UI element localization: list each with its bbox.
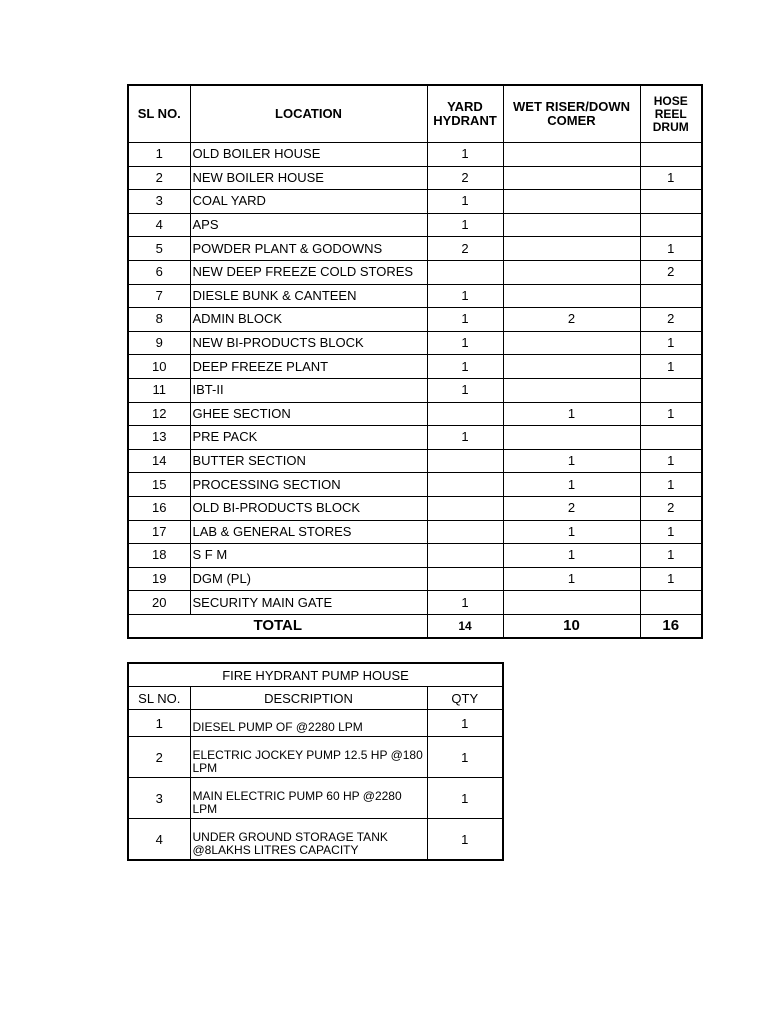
row-location: SECURITY MAIN GATE <box>190 591 427 615</box>
row-location: LAB & GENERAL STORES <box>190 520 427 544</box>
row-hose-reel: 1 <box>640 355 702 379</box>
row-yard-hydrant <box>427 567 503 591</box>
pump-row-qty: 1 <box>427 710 503 737</box>
row-wet-riser <box>503 260 640 284</box>
row-hose-reel: 1 <box>640 402 702 426</box>
pump-table-title-row <box>128 663 503 687</box>
total-wet-riser: 10 <box>503 614 640 638</box>
pump-table-header-row <box>128 687 503 710</box>
row-location: DIESLE BUNK & CANTEEN <box>190 284 427 308</box>
row-location: NEW BOILER HOUSE <box>190 166 427 190</box>
table-row <box>128 737 503 778</box>
pump-row-qty: 1 <box>427 778 503 819</box>
row-yard-hydrant <box>427 260 503 284</box>
row-hose-reel: 1 <box>640 520 702 544</box>
pump-row-sl-no: 4 <box>128 819 190 861</box>
row-hose-reel: 2 <box>640 496 702 520</box>
pump-row-description: ELECTRIC JOCKEY PUMP 12.5 HP @180 LPM <box>190 737 427 778</box>
row-hose-reel <box>640 284 702 308</box>
row-yard-hydrant <box>427 544 503 568</box>
table-row <box>128 591 702 615</box>
row-location: POWDER PLANT & GODOWNS <box>190 237 427 261</box>
row-location: DEEP FREEZE PLANT <box>190 355 427 379</box>
row-sl-no: 8 <box>128 308 190 332</box>
row-location: BUTTER SECTION <box>190 449 427 473</box>
row-wet-riser: 1 <box>503 544 640 568</box>
table-row <box>128 355 702 379</box>
row-wet-riser: 1 <box>503 567 640 591</box>
row-hose-reel <box>640 190 702 214</box>
table-row <box>128 143 702 167</box>
row-yard-hydrant: 1 <box>427 426 503 450</box>
row-yard-hydrant: 1 <box>427 331 503 355</box>
table-row <box>128 308 702 332</box>
table-row <box>128 378 702 402</box>
table-row <box>128 819 503 861</box>
row-hose-reel: 1 <box>640 166 702 190</box>
table-row <box>128 213 702 237</box>
row-yard-hydrant <box>427 520 503 544</box>
row-hose-reel <box>640 213 702 237</box>
row-location: GHEE SECTION <box>190 402 427 426</box>
pump-row-description: DIESEL PUMP OF @2280 LPM <box>190 710 427 737</box>
row-location: DGM (PL) <box>190 567 427 591</box>
row-wet-riser: 1 <box>503 520 640 544</box>
pump-row-qty: 1 <box>427 737 503 778</box>
table-row <box>128 778 503 819</box>
header-sl-no: SL NO. <box>128 85 190 143</box>
pump-row-qty: 1 <box>427 819 503 861</box>
row-yard-hydrant: 1 <box>427 378 503 402</box>
pump-house-table <box>127 662 504 861</box>
table-row <box>128 426 702 450</box>
row-sl-no: 15 <box>128 473 190 497</box>
row-yard-hydrant: 2 <box>427 237 503 261</box>
table-header-row <box>128 85 702 143</box>
row-yard-hydrant: 1 <box>427 284 503 308</box>
header-yard-hydrant: YARD HYDRANT <box>427 85 503 143</box>
row-wet-riser: 1 <box>503 473 640 497</box>
total-label: TOTAL <box>128 614 427 638</box>
row-wet-riser <box>503 213 640 237</box>
pump-row-sl-no: 2 <box>128 737 190 778</box>
row-hose-reel: 1 <box>640 473 702 497</box>
table-row <box>128 567 702 591</box>
pump-table-title: FIRE HYDRANT PUMP HOUSE <box>128 663 503 687</box>
row-hose-reel: 1 <box>640 544 702 568</box>
row-hose-reel: 2 <box>640 308 702 332</box>
row-wet-riser: 2 <box>503 496 640 520</box>
row-sl-no: 20 <box>128 591 190 615</box>
row-sl-no: 14 <box>128 449 190 473</box>
row-location: ADMIN BLOCK <box>190 308 427 332</box>
row-sl-no: 7 <box>128 284 190 308</box>
row-wet-riser <box>503 355 640 379</box>
row-hose-reel: 1 <box>640 567 702 591</box>
row-yard-hydrant: 1 <box>427 591 503 615</box>
header-hose-reel: HOSE REEL DRUM <box>640 85 702 143</box>
row-sl-no: 10 <box>128 355 190 379</box>
row-wet-riser: 1 <box>503 402 640 426</box>
pump-row-sl-no: 1 <box>128 710 190 737</box>
pump-header-sl-no: SL NO. <box>128 687 190 710</box>
row-location: NEW DEEP FREEZE COLD STORES <box>190 260 427 284</box>
pump-header-description: DESCRIPTION <box>190 687 427 710</box>
row-sl-no: 2 <box>128 166 190 190</box>
row-yard-hydrant: 1 <box>427 190 503 214</box>
row-sl-no: 17 <box>128 520 190 544</box>
row-wet-riser <box>503 190 640 214</box>
row-location: APS <box>190 213 427 237</box>
row-sl-no: 9 <box>128 331 190 355</box>
row-yard-hydrant <box>427 449 503 473</box>
row-wet-riser <box>503 591 640 615</box>
row-hose-reel: 1 <box>640 237 702 261</box>
table-row <box>128 710 503 737</box>
total-row <box>128 614 702 638</box>
row-wet-riser <box>503 166 640 190</box>
row-yard-hydrant <box>427 402 503 426</box>
row-hose-reel <box>640 378 702 402</box>
table-row <box>128 260 702 284</box>
row-wet-riser <box>503 237 640 261</box>
table-row <box>128 331 702 355</box>
pump-row-sl-no: 3 <box>128 778 190 819</box>
row-yard-hydrant: 1 <box>427 213 503 237</box>
row-location: IBT-II <box>190 378 427 402</box>
row-location: PROCESSING SECTION <box>190 473 427 497</box>
table-row <box>128 449 702 473</box>
row-location: COAL YARD <box>190 190 427 214</box>
row-yard-hydrant: 2 <box>427 166 503 190</box>
row-sl-no: 12 <box>128 402 190 426</box>
table-row <box>128 190 702 214</box>
row-yard-hydrant: 1 <box>427 308 503 332</box>
table-row <box>128 520 702 544</box>
row-sl-no: 6 <box>128 260 190 284</box>
table-row <box>128 237 702 261</box>
row-sl-no: 19 <box>128 567 190 591</box>
table-row <box>128 166 702 190</box>
row-wet-riser <box>503 378 640 402</box>
table-row <box>128 402 702 426</box>
pump-header-qty: QTY <box>427 687 503 710</box>
row-sl-no: 13 <box>128 426 190 450</box>
table-row <box>128 284 702 308</box>
row-location: OLD BOILER HOUSE <box>190 143 427 167</box>
row-wet-riser <box>503 284 640 308</box>
total-yard-hydrant: 14 <box>427 614 503 638</box>
row-sl-no: 5 <box>128 237 190 261</box>
row-sl-no: 3 <box>128 190 190 214</box>
row-hose-reel: 2 <box>640 260 702 284</box>
row-hose-reel <box>640 591 702 615</box>
row-sl-no: 11 <box>128 378 190 402</box>
header-location: LOCATION <box>190 85 427 143</box>
hydrant-location-table <box>127 84 703 639</box>
row-hose-reel: 1 <box>640 449 702 473</box>
table-row <box>128 473 702 497</box>
row-location: NEW BI-PRODUCTS BLOCK <box>190 331 427 355</box>
total-hose-reel: 16 <box>640 614 702 638</box>
row-sl-no: 4 <box>128 213 190 237</box>
row-wet-riser: 2 <box>503 308 640 332</box>
row-hose-reel <box>640 143 702 167</box>
row-location: PRE PACK <box>190 426 427 450</box>
row-location: OLD BI-PRODUCTS BLOCK <box>190 496 427 520</box>
table-row <box>128 544 702 568</box>
row-wet-riser <box>503 331 640 355</box>
row-hose-reel <box>640 426 702 450</box>
table-row <box>128 496 702 520</box>
row-location: S F M <box>190 544 427 568</box>
header-wet-riser: WET RISER/DOWN COMER <box>503 85 640 143</box>
pump-row-description: MAIN ELECTRIC PUMP 60 HP @2280 LPM <box>190 778 427 819</box>
row-yard-hydrant <box>427 496 503 520</box>
row-sl-no: 16 <box>128 496 190 520</box>
row-yard-hydrant <box>427 473 503 497</box>
row-sl-no: 18 <box>128 544 190 568</box>
row-sl-no: 1 <box>128 143 190 167</box>
row-yard-hydrant: 1 <box>427 355 503 379</box>
row-wet-riser <box>503 426 640 450</box>
row-hose-reel: 1 <box>640 331 702 355</box>
row-yard-hydrant: 1 <box>427 143 503 167</box>
row-wet-riser: 1 <box>503 449 640 473</box>
row-wet-riser <box>503 143 640 167</box>
pump-row-description: UNDER GROUND STORAGE TANK @8LAKHS LITRES CAPACITY <box>190 819 427 861</box>
